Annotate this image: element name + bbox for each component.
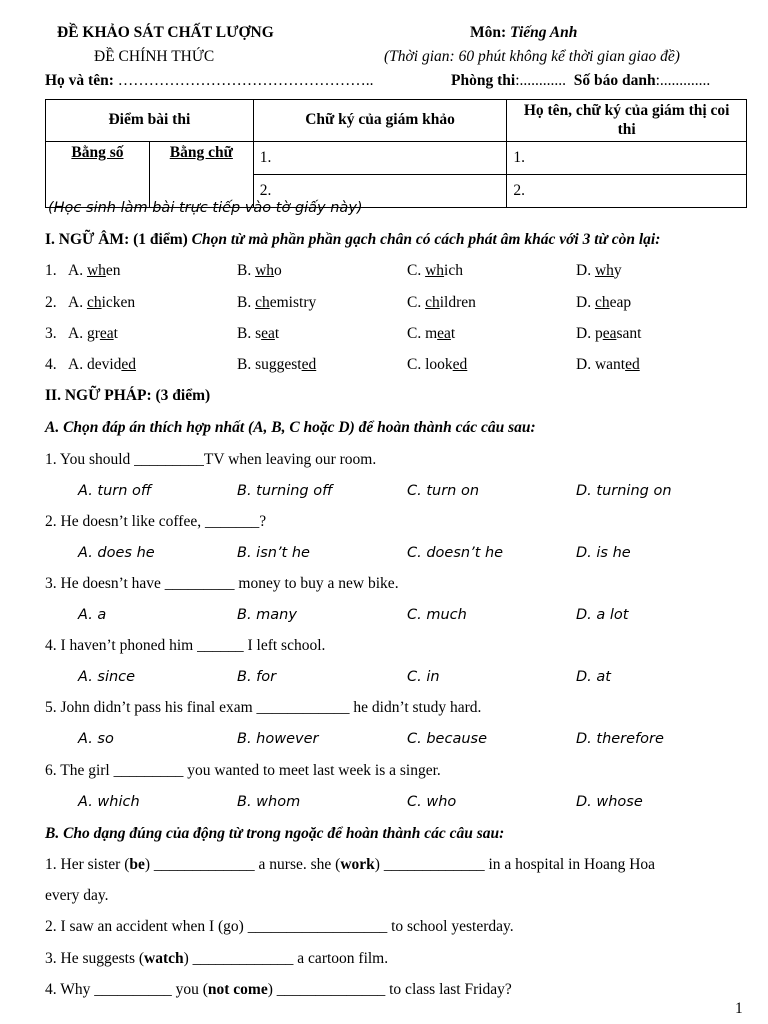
phonetics-option-d-post: y xyxy=(613,262,622,279)
examiner-signature-header: Chữ ký của giám khảo xyxy=(253,100,507,142)
phonetics-option-a-u: ed xyxy=(121,356,137,373)
phonetics-option-d-u: ch xyxy=(594,294,610,311)
subject-value: Tiếng Anh xyxy=(510,24,578,41)
phonetics-option-c xyxy=(407,325,455,344)
grammar-option-d: D. therefore xyxy=(576,731,664,747)
vq4-verb: not come xyxy=(207,981,268,998)
score-words-label: Bằng chữ xyxy=(149,142,253,208)
grammar-option-a: A. which xyxy=(78,794,140,810)
grammar-option-c: C. in xyxy=(407,669,440,685)
vq1-mid: ) _____________ a nurse. she ( xyxy=(144,856,341,873)
grammar-option-b: B. isn’t he xyxy=(237,545,310,561)
proctor-header: Họ tên, chữ ký của giám thị coi thi xyxy=(507,100,747,142)
phonetics-option-d-pre: D. want xyxy=(576,356,626,373)
phonetics-option-c-u: ea xyxy=(437,325,451,342)
grammar-question: 4. I haven’t phoned him ______ I left school. xyxy=(45,637,326,654)
phonetics-option-b-pre: B. s xyxy=(237,325,262,342)
phonetics-option-c-u: ch xyxy=(425,294,440,311)
phonetics-option-a-post: t xyxy=(113,325,118,342)
phonetics-option-c xyxy=(407,262,463,281)
phonetics-option-b xyxy=(237,356,316,375)
vq1-verb1: be xyxy=(129,856,145,873)
grammar-question: 6. The girl _________ you wanted to meet last week is a singer. xyxy=(45,762,441,779)
grammar-option-c: C. turn on xyxy=(407,483,480,499)
name-label: Họ và tên: xyxy=(45,72,114,89)
vq1-post: ) _____________ in a hospital in Hoang Hoa xyxy=(374,856,656,873)
vq3-post: ) _____________ a cartoon film. xyxy=(183,950,389,967)
phonetics-option-b-u: wh xyxy=(255,262,275,279)
grammar-option-c: C. much xyxy=(407,607,467,623)
verb-question-1-cont: every day. xyxy=(45,887,109,904)
vq3-pre: 3. He suggests ( xyxy=(45,950,145,967)
grammar-option-b: B. many xyxy=(237,607,297,623)
grammar-option-a: A. so xyxy=(78,731,114,747)
section2-heading: II. NGỮ PHÁP: (3 điểm) xyxy=(45,387,211,404)
phonetics-option-a-pre: A. devid xyxy=(68,356,122,373)
grammar-question: 1. You should _________TV when leaving our room. xyxy=(45,451,377,468)
phonetics-option-a-pre: A. gr xyxy=(68,325,100,342)
phonetics-option-c-pre: C. m xyxy=(407,325,438,342)
phonetics-option-d-u: wh xyxy=(594,262,614,279)
grammar-option-b: B. for xyxy=(237,669,277,685)
grammar-option-b: B. whom xyxy=(237,794,301,810)
room-line xyxy=(451,72,710,91)
phonetics-option-c-pre: C. look xyxy=(407,356,453,373)
verb-question-4 xyxy=(45,981,512,1000)
proctor-1: 1. xyxy=(507,142,747,175)
phonetics-option-d xyxy=(576,294,631,313)
phonetics-option-b-post: t xyxy=(274,325,280,342)
phonetics-option-b xyxy=(237,262,282,281)
room-dots: :............ xyxy=(515,72,566,89)
phonetics-option-b xyxy=(237,294,316,313)
phonetics-question-number: 3. xyxy=(45,325,57,342)
examiner-1: 1. xyxy=(253,142,507,175)
vq4-post: ) ______________ to class last Friday? xyxy=(267,981,512,998)
sbd-label: Số báo danh xyxy=(573,72,656,89)
phonetics-option-b-post: emistry xyxy=(269,294,317,311)
phonetics-option-b xyxy=(237,325,279,344)
phonetics-option-b-pre: B. xyxy=(237,262,256,279)
sbd-dots: :............. xyxy=(655,72,711,89)
examiner-2: 2. xyxy=(253,175,507,208)
grammar-option-a: A. turn off xyxy=(78,483,152,499)
score-number-label: Bằng số xyxy=(46,142,150,208)
student-name-line xyxy=(45,72,374,91)
phonetics-option-a-pre: A. xyxy=(68,262,87,279)
phonetics-question-number: 2. xyxy=(45,294,57,311)
grammar-option-a: A. does he xyxy=(78,545,155,561)
part-b-instruction: B. Cho dạng đúng của động từ trong ngoặc để hoàn thành các câu sau: xyxy=(45,825,505,842)
room-label: Phòng thi xyxy=(451,72,516,89)
grammar-option-b: B. however xyxy=(237,731,319,747)
section1-title: I. NGỮ ÂM: (1 điểm) xyxy=(45,231,192,248)
vq3-verb: watch xyxy=(144,950,184,967)
grammar-option-d: D. at xyxy=(576,669,611,685)
grammar-option-c: C. because xyxy=(407,731,487,747)
phonetics-option-a xyxy=(68,262,121,281)
official-label: ĐỀ CHÍNH THỨC xyxy=(94,48,215,65)
name-dots: ………………………………………….. xyxy=(113,72,374,89)
part-a-instruction: A. Chọn đáp án thích hợp nhất (A, B, C hoặc D) để hoàn thành các câu sau: xyxy=(45,419,536,436)
grammar-question: 5. John didn’t pass his final exam ____________ he didn’t study hard. xyxy=(45,699,482,716)
grammar-question: 2. He doesn’t like coffee, _______? xyxy=(45,513,267,530)
phonetics-option-d-u: ed xyxy=(625,356,640,373)
phonetics-option-d xyxy=(576,325,641,344)
phonetics-option-c-u: wh xyxy=(425,262,445,279)
phonetics-option-b-u: ea xyxy=(261,325,275,342)
grammar-option-a: A. since xyxy=(78,669,136,685)
grammar-option-d: D. whose xyxy=(576,794,643,810)
grammar-option-c: C. who xyxy=(407,794,457,810)
exam-title: ĐỀ KHẢO SÁT CHẤT LƯỢNG xyxy=(57,24,274,41)
phonetics-option-c xyxy=(407,294,476,313)
instruction-note: (Học sinh làm bài trực tiếp vào tờ giấy này) xyxy=(48,200,363,216)
phonetics-option-a-u: ch xyxy=(86,294,102,311)
phonetics-option-c xyxy=(407,356,467,375)
phonetics-option-a-post: icken xyxy=(101,294,136,311)
phonetics-option-c-pre: C. xyxy=(407,294,426,311)
time-note: (Thời gian: 60 phút không kể thời gian giao đề) xyxy=(384,48,680,65)
phonetics-question-number: 1. xyxy=(45,262,57,279)
phonetics-option-b-pre: B. suggest xyxy=(237,356,302,373)
vq4-pre: 4. Why __________ you ( xyxy=(45,981,208,998)
phonetics-option-b-u: ch xyxy=(255,294,270,311)
phonetics-option-b-post: o xyxy=(274,262,282,279)
phonetics-option-b-pre: B. xyxy=(237,294,256,311)
phonetics-option-a xyxy=(68,294,135,313)
phonetics-option-c-u: ed xyxy=(452,356,468,373)
phonetics-option-d-post: sant xyxy=(616,325,642,342)
subject-label: Môn: xyxy=(470,24,507,41)
phonetics-option-d-pre: D. p xyxy=(576,325,603,342)
score-table xyxy=(45,99,747,208)
phonetics-option-d-u: ea xyxy=(602,325,617,342)
section1-heading xyxy=(45,231,660,250)
phonetics-option-a-u: ea xyxy=(99,325,114,342)
phonetics-option-c-pre: C. xyxy=(407,262,426,279)
verb-question-3 xyxy=(45,950,388,969)
grammar-option-a: A. a xyxy=(78,607,107,623)
phonetics-option-c-post: ich xyxy=(444,262,463,279)
proctor-2: 2. xyxy=(507,175,747,208)
vq1-verb2: work xyxy=(340,856,375,873)
phonetics-option-d xyxy=(576,356,640,375)
vq1-pre: 1. Her sister ( xyxy=(45,856,130,873)
grammar-option-c: C. doesn’t he xyxy=(407,545,504,561)
phonetics-option-c-post: t xyxy=(450,325,456,342)
grammar-option-d: D. a lot xyxy=(576,607,629,623)
phonetics-option-d xyxy=(576,262,622,281)
section1-instruction: Chọn từ mà phần phần gạch chân có cách phát âm khác với 3 từ còn lại: xyxy=(191,231,661,248)
phonetics-option-a-u: wh xyxy=(86,262,106,279)
grammar-question: 3. He doesn’t have _________ money to buy a new bike. xyxy=(45,575,399,592)
page-number: 1 xyxy=(735,1000,743,1017)
grammar-option-d: D. turning on xyxy=(576,483,672,499)
phonetics-option-b-u: ed xyxy=(301,356,317,373)
phonetics-option-a-post: en xyxy=(105,262,121,279)
phonetics-option-d-pre: D. xyxy=(576,294,595,311)
verb-question-1 xyxy=(45,856,655,875)
phonetics-option-d-post: eap xyxy=(609,294,632,311)
phonetics-option-a-pre: A. xyxy=(68,294,87,311)
phonetics-option-c-post: ildren xyxy=(439,294,476,311)
grammar-option-d: D. is he xyxy=(576,545,631,561)
phonetics-option-a xyxy=(68,356,136,375)
score-header: Điểm bài thi xyxy=(46,100,254,142)
subject-line xyxy=(470,24,577,43)
phonetics-option-a xyxy=(68,325,118,344)
phonetics-question-number: 4. xyxy=(45,356,57,373)
phonetics-option-d-pre: D. xyxy=(576,262,595,279)
verb-question-2: 2. I saw an accident when I (go) __________________ to school yesterday. xyxy=(45,918,514,935)
grammar-option-b: B. turning off xyxy=(237,483,333,499)
